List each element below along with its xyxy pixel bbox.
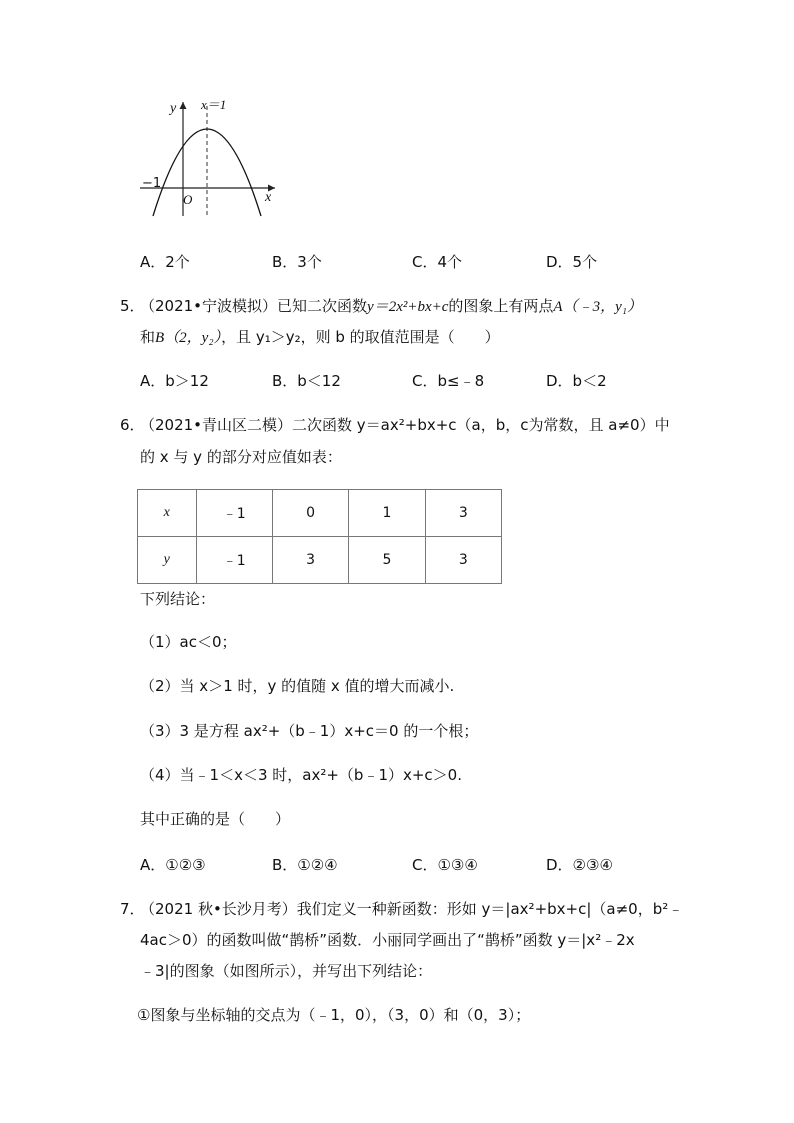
q5-point-b: B（2，y₂）	[155, 330, 222, 346]
q5-option-a: A．b＞12	[140, 372, 209, 390]
q5-line2	[140, 327, 500, 348]
table-cell: 5	[349, 537, 425, 584]
q6-option-b: B．①②④	[272, 856, 338, 874]
table-cell: 3	[425, 537, 501, 584]
q6-conclusion-2: （2）当 x＞1 时，y 的值随 x 值的增大而减小.	[140, 677, 455, 695]
q4-option-b: B．3个	[272, 253, 322, 271]
q6-line1: （2021•青山区二模）二次函数 y＝ax²+bx+c（a，b，c为常数，且 a≠0）中	[140, 416, 670, 434]
table-cell: ﹣1	[196, 490, 272, 537]
q6-line2: 的 x 与 y 的部分对应值如表：	[140, 448, 342, 466]
q5-option-d: D．b＜2	[546, 372, 607, 390]
q5-option-c: C．b≤﹣8	[412, 372, 485, 390]
q4-option-d: D．5个	[546, 253, 598, 271]
q5-line2-a: 和	[140, 328, 156, 346]
q5-line1	[140, 296, 642, 317]
q6-option-d: D．②③④	[546, 856, 613, 874]
q7-line3: ﹣3|的图象（如图所示），并写出下列结论：	[140, 962, 433, 980]
q5-point-a: A（﹣3，y₁）	[553, 299, 642, 315]
table-header-x: x	[138, 490, 197, 537]
value-table	[137, 489, 502, 584]
table-cell: 1	[349, 490, 425, 537]
q6-conclusion-4: （4）当﹣1＜x＜3 时，ax²+（b﹣1）x+c＞0.	[140, 766, 462, 784]
q5-number: 5．	[120, 297, 145, 315]
q6-option-c: C．①③④	[412, 856, 478, 874]
graph-y-label: y	[170, 101, 177, 116]
graph-axis-line-label: x＝1	[201, 97, 227, 112]
q4-option-c: C．4个	[412, 253, 463, 271]
q4-option-a: A．2个	[140, 253, 190, 271]
table-cell: ﹣1	[196, 537, 272, 584]
table-cell: 0	[272, 490, 348, 537]
table-header-y: y	[138, 537, 197, 584]
table-cell: 3	[425, 490, 501, 537]
q6-intro: 下列结论：	[140, 590, 216, 608]
q5-option-b: B．b＜12	[272, 372, 341, 390]
table-row	[138, 490, 502, 537]
table-cell: 3	[272, 537, 348, 584]
table-row	[138, 537, 502, 584]
q7-number: 7．	[120, 900, 145, 918]
q6-conclusion-1: （1）ac＜0；	[140, 633, 237, 651]
q5-func: y＝2x²+bx+c	[367, 299, 449, 315]
q6-question: 其中正确的是（ ）	[140, 810, 291, 828]
graph-origin-label: O	[183, 192, 193, 207]
q6-option-a: A．①②③	[140, 856, 206, 874]
q7-line4: ①图象与坐标轴的交点为（﹣1，0），（3，0）和（0，3）；	[137, 1006, 531, 1024]
q5-source: （2021•宁波模拟）已知二次函数	[140, 297, 368, 315]
graph-neg1-label: −1	[142, 176, 162, 191]
graph-x-label: x	[265, 190, 272, 205]
q7-line2: 4ac＞0）的函数叫做“鹊桥”函数．小丽同学画出了“鹊桥”函数 y＝|x²﹣2x	[140, 931, 635, 949]
q7-line1: （2021 秋•长沙月考）我们定义一种新函数：形如 y＝|ax²+bx+c|（a≠0，b²﹣	[140, 900, 684, 918]
q5-line2-b: ，且 y₁＞y₂，则 b 的取值范围是（ ）	[221, 328, 500, 346]
q5-text1: 的图象上有两点	[448, 297, 554, 315]
q6-number: 6．	[120, 416, 145, 434]
q6-conclusion-3: （3）3 是方程 ax²+（b﹣1）x+c＝0 的一个根；	[140, 722, 479, 740]
